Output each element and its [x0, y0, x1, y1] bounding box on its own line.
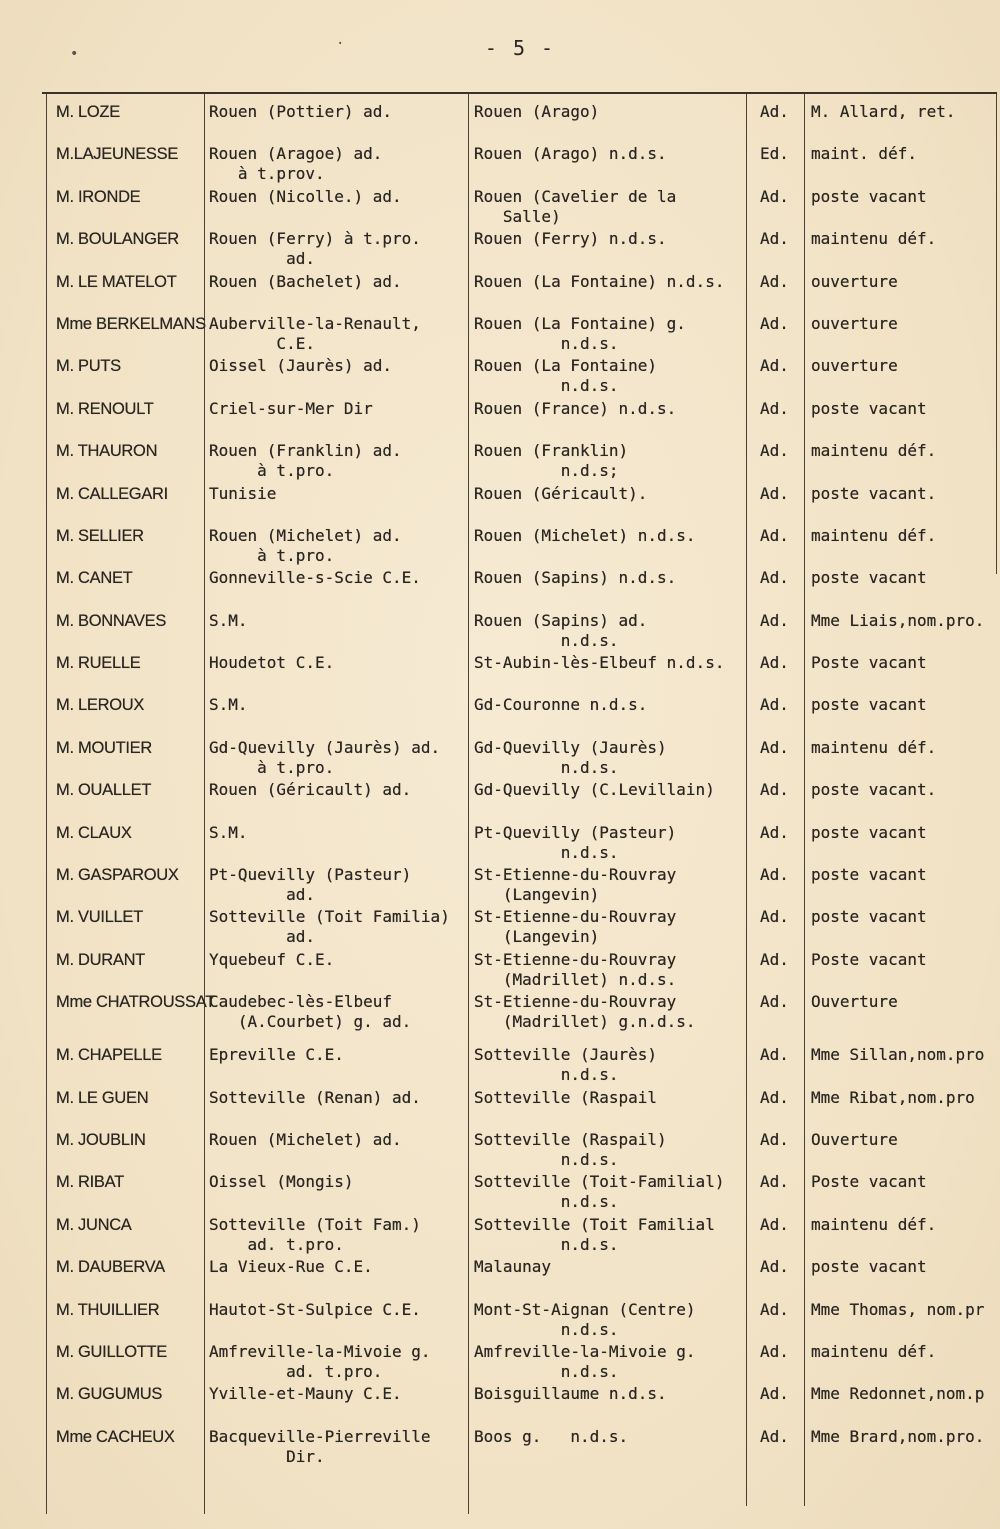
new-post: Rouen (Ferry) n.d.s.: [474, 229, 667, 249]
note: Mme Sillan,nom.pro: [811, 1045, 985, 1065]
previous-post: Pt-Quevilly (Pasteur) ad.: [209, 865, 412, 905]
table-row: [0, 306, 1000, 353]
teacher-name: M. BOULANGER: [56, 230, 179, 249]
previous-post: Rouen (Franklin) ad. à t.pro.: [209, 441, 402, 481]
category: Ad.: [760, 313, 789, 333]
table-row: [0, 815, 1000, 862]
previous-post: Yville-et-Mauny C.E.: [209, 1384, 402, 1404]
category: Ad.: [760, 186, 789, 206]
table-row: [0, 94, 1000, 136]
new-post: Rouen (Cavelier de la Salle): [474, 186, 677, 226]
category: Ad.: [760, 1299, 789, 1319]
teacher-name: M. JOUBLIN: [56, 1130, 146, 1149]
category: Ad.: [760, 525, 789, 545]
new-post: Rouen (Arago) n.d.s.: [474, 144, 667, 164]
table-row: [0, 1249, 1000, 1291]
teacher-name: M. LE GUEN: [56, 1088, 149, 1107]
table-row: [0, 1207, 1000, 1254]
category: Ad.: [760, 653, 789, 673]
table-row: [0, 730, 1000, 777]
note: M. Allard, ret.: [811, 102, 956, 121]
previous-post: S.M.: [209, 610, 248, 630]
new-post: Pt-Quevilly (Pasteur) n.d.s.: [474, 822, 677, 862]
category: Ad.: [760, 1087, 789, 1107]
note: poste vacant: [811, 695, 927, 715]
previous-post: Rouen (Michelet) ad.: [209, 1129, 402, 1149]
note: Poste vacant: [811, 653, 927, 673]
teacher-name: M. PUTS: [56, 357, 121, 376]
page-number: - 5 -: [484, 36, 556, 60]
transfer-table: [0, 94, 1000, 1466]
category: Ad.: [760, 483, 789, 503]
table-row: [0, 603, 1000, 650]
new-post: Malaunay: [474, 1257, 552, 1277]
category: Ad.: [760, 1341, 789, 1361]
previous-post: Caudebec-lès-Elbeuf (A.Courbet) g. ad.: [209, 992, 412, 1032]
category: Ad.: [760, 865, 789, 885]
table-row: [0, 518, 1000, 565]
previous-post: Hautot-St-Sulpice C.E.: [209, 1299, 421, 1319]
previous-post: Rouen (Géricault) ad.: [209, 780, 412, 800]
table-row: [0, 433, 1000, 481]
table-row: [0, 1037, 1000, 1085]
note: Poste vacant: [811, 1172, 927, 1192]
note: poste vacant.: [811, 780, 937, 800]
category: Ad.: [760, 271, 789, 291]
note: poste vacant: [811, 865, 927, 885]
teacher-name: M. RIBAT: [56, 1173, 124, 1192]
category: Ad.: [760, 102, 789, 121]
teacher-name: M.LAJEUNESSE: [56, 145, 179, 164]
note: Poste vacant: [811, 949, 927, 969]
teacher-name: M. CHAPELLE: [56, 1046, 162, 1065]
previous-post: S.M.: [209, 822, 248, 842]
previous-post: Criel-sur-Mer Dir: [209, 398, 373, 418]
previous-post: Tunisie: [209, 483, 277, 503]
note: poste vacant: [811, 186, 927, 206]
category: Ad.: [760, 1214, 789, 1234]
teacher-name: M. CANET: [56, 569, 133, 588]
new-post: St-Aubin-lès-Elbeuf n.d.s.: [474, 653, 725, 673]
teacher-name: M. MOUTIER: [56, 738, 152, 757]
paper-speck: •: [70, 46, 79, 62]
new-post: Gd-Couronne n.d.s.: [474, 695, 648, 715]
note: maintenu déf.: [811, 1341, 937, 1361]
table-row: [0, 1292, 1000, 1339]
previous-post: Rouen (Bachelet) ad.: [209, 271, 402, 291]
previous-post: Sotteville (Toit Familia) ad.: [209, 907, 450, 947]
note: Mme Brard,nom.pro.: [811, 1426, 985, 1446]
previous-post: Auberville-la-Renault, C.E.: [209, 313, 421, 353]
teacher-name: M. THAURON: [56, 442, 158, 461]
teacher-name: M. VUILLET: [56, 908, 143, 927]
teacher-name: M. RENOULT: [56, 399, 154, 418]
new-post: St-Etienne-du-Rouvray (Madrillet) n.d.s.: [474, 949, 677, 989]
teacher-name: Mme BERKELMANS: [56, 314, 206, 333]
table-row: [0, 645, 1000, 687]
previous-post: Rouen (Pottier) ad.: [209, 102, 393, 121]
new-post: Rouen (Sapins) n.d.s.: [474, 568, 677, 588]
table-row: [0, 772, 1000, 814]
category: Ad.: [760, 822, 789, 842]
new-post: Boos g. n.d.s.: [474, 1426, 629, 1446]
teacher-name: M. LE MATELOT: [56, 272, 177, 291]
category: Ad.: [760, 992, 789, 1012]
new-post: Sotteville (Raspail) n.d.s.: [474, 1129, 667, 1169]
new-post: Rouen (Michelet) n.d.s.: [474, 525, 696, 545]
category: Ad.: [760, 568, 789, 588]
note: maintenu déf.: [811, 1214, 937, 1234]
category: Ad.: [760, 1129, 789, 1149]
previous-post: Rouen (Ferry) à t.pro. ad.: [209, 229, 421, 269]
category: Ad.: [760, 1384, 789, 1404]
new-post: Gd-Quevilly (C.Levillain): [474, 780, 715, 800]
table-row: [0, 264, 1000, 306]
category: Ad.: [760, 1426, 789, 1446]
category: Ad.: [760, 780, 789, 800]
teacher-name: M. GASPAROUX: [56, 866, 179, 885]
note: maintenu déf.: [811, 525, 937, 545]
category: Ad.: [760, 1172, 789, 1192]
new-post: Rouen (La Fontaine) g. n.d.s.: [474, 313, 686, 353]
teacher-name: M. GUGUMUS: [56, 1385, 163, 1404]
previous-post: S.M.: [209, 695, 248, 715]
table-row: [0, 1376, 1000, 1418]
teacher-name: M. DURANT: [56, 950, 145, 969]
note: Mme Liais,nom.pro.: [811, 610, 985, 630]
teacher-name: M. CALLEGARI: [56, 484, 168, 503]
teacher-name: M. LOZE: [56, 103, 120, 121]
category: Ad.: [760, 907, 789, 927]
teacher-name: M. CLAUX: [56, 823, 132, 842]
category: Ad.: [760, 398, 789, 418]
category: Ad.: [760, 1045, 789, 1065]
note: ouverture: [811, 271, 898, 291]
note: maintenu déf.: [811, 229, 937, 249]
teacher-name: Mme CHATROUSSAT: [56, 993, 215, 1012]
teacher-name: M. GUILLOTTE: [56, 1342, 167, 1361]
table-row: [0, 391, 1000, 433]
note: Mme Ribat,nom.pro: [811, 1087, 975, 1107]
note: Ouverture: [811, 992, 898, 1012]
note: Mme Redonnet,nom.p: [811, 1384, 985, 1404]
previous-post: Rouen (Michelet) ad. à t.pro.: [209, 525, 402, 565]
previous-post: Rouen (Aragoe) ad. à t.prov.: [209, 144, 383, 184]
new-post: Rouen (Géricault).: [474, 483, 648, 503]
teacher-name: M. DAUBERVA: [56, 1258, 165, 1277]
note: ouverture: [811, 313, 898, 333]
previous-post: Houdetot C.E.: [209, 653, 335, 673]
category: Ad.: [760, 441, 789, 461]
category: Ad.: [760, 356, 789, 376]
note: poste vacant: [811, 568, 927, 588]
previous-post: Oissel (Mongis): [209, 1172, 354, 1192]
previous-post: Amfreville-la-Mivoie g. ad. t.pro.: [209, 1341, 431, 1381]
category: Ad.: [760, 949, 789, 969]
table-row: [0, 1419, 1000, 1466]
new-post: Gd-Quevilly (Jaurès) n.d.s.: [474, 737, 667, 777]
new-post: Mont-St-Aignan (Centre) n.d.s.: [474, 1299, 696, 1339]
note: Ouverture: [811, 1129, 898, 1149]
previous-post: Rouen (Nicolle.) ad.: [209, 186, 402, 206]
new-post: Sotteville (Toit Familial n.d.s.: [474, 1214, 715, 1254]
teacher-name: M. SELLIER: [56, 526, 144, 545]
teacher-name: M. THUILLIER: [56, 1300, 160, 1319]
new-post: Sotteville (Raspail: [474, 1087, 658, 1107]
table-row: [0, 687, 1000, 729]
note: poste vacant: [811, 822, 927, 842]
table-row: [0, 1122, 1000, 1169]
table-row: [0, 1080, 1000, 1122]
table-row: [0, 899, 1000, 947]
previous-post: Bacqueville-Pierreville Dir.: [209, 1426, 431, 1466]
table-row: [0, 560, 1000, 602]
table-row: [0, 348, 1000, 396]
new-post: Rouen (Sapins) ad. n.d.s.: [474, 610, 648, 650]
category: Ad.: [760, 229, 789, 249]
previous-post: Gd-Quevilly (Jaurès) ad. à t.pro.: [209, 737, 441, 777]
teacher-name: Mme CACHEUX: [56, 1427, 175, 1446]
note: maint. déf.: [811, 144, 917, 164]
table-row: [0, 984, 1000, 1037]
table-row: [0, 1164, 1000, 1212]
category: Ed.: [760, 144, 789, 164]
table-row: [0, 179, 1000, 226]
new-post: Rouen (La Fontaine) n.d.s.: [474, 356, 658, 396]
new-post: Rouen (France) n.d.s.: [474, 398, 677, 418]
paper-speck: ·: [336, 36, 345, 52]
new-post: Sotteville (Jaurès) n.d.s.: [474, 1045, 658, 1085]
table-row: [0, 1334, 1000, 1381]
previous-post: Oissel (Jaurès) ad.: [209, 356, 393, 376]
note: poste vacant: [811, 398, 927, 418]
new-post: Sotteville (Toit-Familial) n.d.s.: [474, 1172, 725, 1212]
note: ouverture: [811, 356, 898, 376]
new-post: St-Etienne-du-Rouvray (Madrillet) g.n.d.s.: [474, 992, 696, 1032]
note: poste vacant.: [811, 483, 937, 503]
new-post: St-Etienne-du-Rouvray (Langevin): [474, 907, 677, 947]
teacher-name: M. LEROUX: [56, 696, 145, 715]
teacher-name: M. IRONDE: [56, 187, 141, 206]
previous-post: Sotteville (Toit Fam.) ad. t.pro.: [209, 1214, 421, 1254]
note: maintenu déf.: [811, 737, 937, 757]
table-row: [0, 476, 1000, 518]
new-post: St-Etienne-du-Rouvray (Langevin): [474, 865, 677, 905]
previous-post: Yquebeuf C.E.: [209, 949, 335, 969]
table-row: [0, 857, 1000, 905]
new-post: Amfreville-la-Mivoie g. n.d.s.: [474, 1341, 696, 1381]
table-row: [0, 221, 1000, 269]
category: Ad.: [760, 1257, 789, 1277]
table-row: [0, 136, 1000, 184]
teacher-name: M. BONNAVES: [56, 611, 167, 630]
note: poste vacant: [811, 907, 927, 927]
note: maintenu déf.: [811, 441, 937, 461]
table-row: [0, 942, 1000, 989]
note: poste vacant: [811, 1257, 927, 1277]
previous-post: Sotteville (Renan) ad.: [209, 1087, 421, 1107]
new-post: Boisguillaume n.d.s.: [474, 1384, 667, 1404]
previous-post: Gonneville-s-Scie C.E.: [209, 568, 421, 588]
teacher-name: M. JUNCA: [56, 1215, 132, 1234]
note: Mme Thomas, nom.pr: [811, 1299, 985, 1319]
new-post: Rouen (Arago): [474, 102, 600, 121]
new-post: Rouen (Franklin) n.d.s;: [474, 441, 629, 481]
category: Ad.: [760, 610, 789, 630]
category: Ad.: [760, 737, 789, 757]
previous-post: La Vieux-Rue C.E.: [209, 1257, 373, 1277]
category: Ad.: [760, 695, 789, 715]
new-post: Rouen (La Fontaine) n.d.s.: [474, 271, 725, 291]
teacher-name: M. RUELLE: [56, 654, 141, 673]
previous-post: Epreville C.E.: [209, 1045, 344, 1065]
teacher-name: M. OUALLET: [56, 781, 152, 800]
